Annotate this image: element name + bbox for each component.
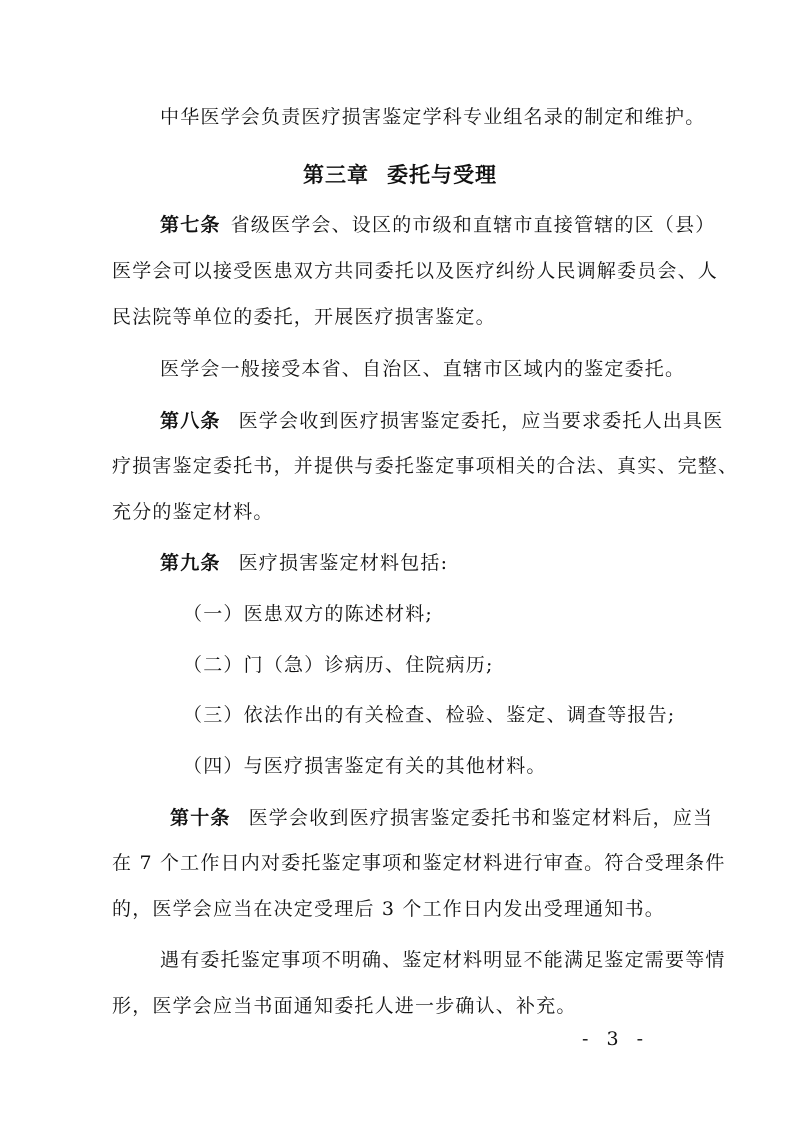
- text-span: 的，医学会应当在决定受理后 3 个工作日内发出受理通知书。: [112, 898, 665, 920]
- list-item: [183, 601, 433, 627]
- article-label: 第七条: [160, 214, 221, 236]
- article-label: 第十条: [170, 807, 231, 829]
- text-span: 形，医学会应当书面通知委托人进一步确认、补充。: [112, 995, 577, 1017]
- text-span: 中华医学会负责医疗损害鉴定学科专业组名录的制定和维护。: [160, 106, 706, 128]
- article-10-line-2: [112, 850, 726, 876]
- text-span: 医学会收到医疗损害鉴定委托书和鉴定材料后，应当: [248, 807, 714, 829]
- list-item: [183, 753, 547, 779]
- text-span: 医疗损害鉴定材料包括:: [238, 552, 449, 574]
- text-span: 遇有委托鉴定事项不明确、鉴定材料明显不能满足鉴定需要等情: [160, 949, 726, 971]
- paragraph-line: [160, 356, 685, 382]
- text-span: 医学会可以接受医患双方共同委托以及医疗纠纷人民调解委员会、人: [112, 260, 719, 282]
- text-span: 在 7 个工作日内对委托鉴定事项和鉴定材料进行审查。符合受理条件: [112, 852, 726, 874]
- article-9-line-1: [160, 550, 448, 576]
- text-span: 医学会一般接受本省、自治区、直辖市区域内的鉴定委托。: [160, 358, 686, 380]
- text-span: 充分的鉴定材料。: [112, 501, 274, 523]
- page-number: - 3 -: [582, 1028, 650, 1050]
- text-span: （一）医患双方的陈述材料;: [183, 603, 434, 625]
- paragraph-line: [112, 993, 577, 1019]
- paragraph-line: [160, 947, 726, 973]
- article-7-line-2: [112, 258, 718, 284]
- article-7-line-3: [112, 304, 496, 330]
- text-span: 省级医学会、设区的市级和直辖市直接管辖的区（县）: [230, 214, 716, 236]
- article-7-line-1: [160, 212, 715, 238]
- article-10-line-3: [112, 896, 665, 922]
- text-span: （四）与医疗损害鉴定有关的其他材料。: [183, 755, 547, 777]
- chapter-title: 委托与受理: [387, 162, 497, 187]
- list-item: [183, 652, 494, 678]
- text-span: 疗损害鉴定委托书，并提供与委托鉴定事项相关的合法、真实、完整、: [112, 455, 739, 477]
- chapter-heading: [0, 159, 800, 189]
- chapter-number: 第三章: [303, 162, 369, 187]
- list-item: [183, 702, 675, 728]
- article-8-line-3: [112, 499, 274, 525]
- text-span: （二）门（急）诊病历、住院病历;: [183, 654, 494, 676]
- article-8-line-1: [160, 408, 723, 434]
- article-label: 第八条: [160, 410, 221, 432]
- article-10-line-1: [170, 805, 713, 831]
- text-span: 医学会收到医疗损害鉴定委托，应当要求委托人出具医: [238, 410, 724, 432]
- article-label: 第九条: [160, 552, 221, 574]
- text-span: 民法院等单位的委托，开展医疗损害鉴定。: [112, 306, 496, 328]
- paragraph-line: [160, 104, 705, 130]
- text-span: （三）依法作出的有关检查、检验、鉴定、调查等报告;: [183, 704, 676, 726]
- article-8-line-2: [112, 453, 738, 479]
